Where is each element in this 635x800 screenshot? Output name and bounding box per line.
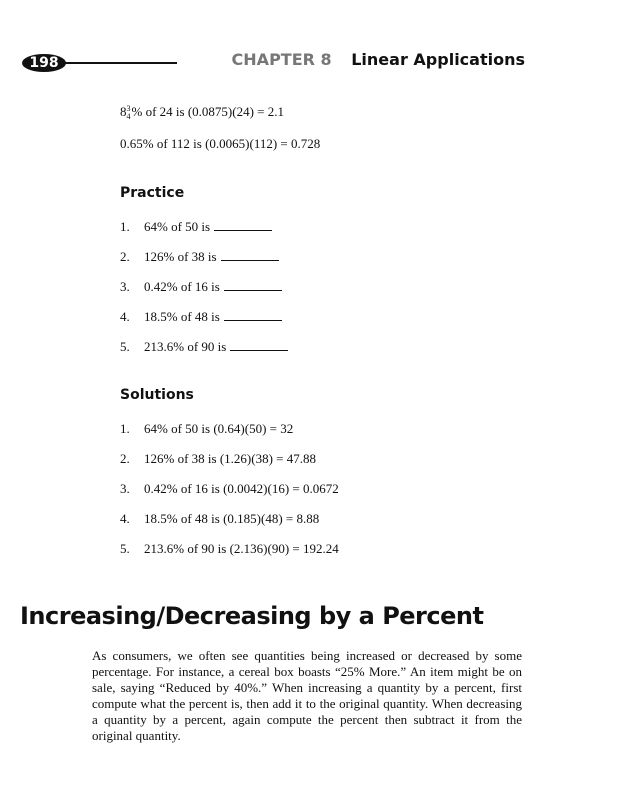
- solution-item: [120, 481, 339, 511]
- chapter-label: CHAPTER 8: [231, 50, 332, 69]
- practice-item: [120, 219, 288, 249]
- fraction: [127, 105, 131, 121]
- solution-item: [120, 451, 339, 481]
- solutions-heading: Solutions: [120, 387, 194, 403]
- fraction-denominator: 4: [126, 112, 131, 122]
- item-number: 4.: [120, 309, 130, 324]
- answer-blank: [214, 220, 272, 231]
- solutions-list: [120, 421, 339, 571]
- item-text: 126% of 38 is: [144, 249, 217, 264]
- item-number: 2.: [120, 249, 130, 264]
- item-text: 64% of 50 is (0.64)(50) = 32: [144, 421, 294, 436]
- solution-item: [120, 511, 339, 541]
- item-number: 5.: [120, 339, 130, 354]
- answer-blank: [224, 310, 282, 321]
- item-text: 0.42% of 16 is (0.0042)(16) = 0.0672: [144, 481, 339, 496]
- example-line-1: [120, 104, 284, 121]
- answer-blank: [221, 250, 279, 261]
- header-rule: [60, 62, 177, 64]
- item-text: 18.5% of 48 is (0.185)(48) = 8.88: [144, 511, 320, 526]
- practice-list: [120, 219, 288, 369]
- item-text: 213.6% of 90 is (2.136)(90) = 192.24: [144, 541, 339, 556]
- practice-item: [120, 309, 288, 339]
- practice-item: [120, 339, 288, 369]
- page-number-badge: 198: [22, 54, 66, 72]
- solution-item: [120, 421, 339, 451]
- item-number: 1.: [120, 219, 130, 234]
- section-paragraph: As consumers, we often see quantities being increased or decreased by some percentage. For instance, a cereal box boasts “25% More.” An item might be on sale, saying “Reduced by 40%.” When increasing a quantity by a percent, first compute what the percent is, then add it to the original quantity. When decreasing a quantity by a percent, again compute the percent then subtract it from the original quantity.: [92, 648, 522, 743]
- item-text: 18.5% of 48 is: [144, 309, 220, 324]
- example-line-1-text: % of 24 is (0.0875)(24) = 2.1: [131, 104, 284, 119]
- practice-item: [120, 279, 288, 309]
- solution-item: [120, 541, 339, 571]
- example-line-2: 0.65% of 112 is (0.0065)(112) = 0.728: [120, 136, 321, 151]
- page-header: [0, 0, 635, 80]
- running-head: [232, 50, 525, 69]
- practice-item: [120, 249, 288, 279]
- item-number: 2.: [120, 451, 130, 466]
- item-text: 64% of 50 is: [144, 219, 211, 234]
- item-number: 3.: [120, 481, 130, 496]
- item-text: 213.6% of 90 is: [144, 339, 227, 354]
- item-number: 3.: [120, 279, 130, 294]
- practice-heading: Practice: [120, 185, 185, 201]
- item-text: 126% of 38 is (1.26)(38) = 47.88: [144, 451, 316, 466]
- item-number: 5.: [120, 541, 130, 556]
- answer-blank: [224, 280, 282, 291]
- chapter-title: Linear Applications: [351, 50, 525, 69]
- item-number: 4.: [120, 511, 130, 526]
- fraction-numerator: 3: [126, 104, 131, 114]
- item-number: 1.: [120, 421, 130, 436]
- section-title: Increasing/Decreasing by a Percent: [20, 602, 484, 630]
- answer-blank: [230, 340, 288, 351]
- mixed-number-whole: 8: [120, 104, 127, 119]
- item-text: 0.42% of 16 is: [144, 279, 220, 294]
